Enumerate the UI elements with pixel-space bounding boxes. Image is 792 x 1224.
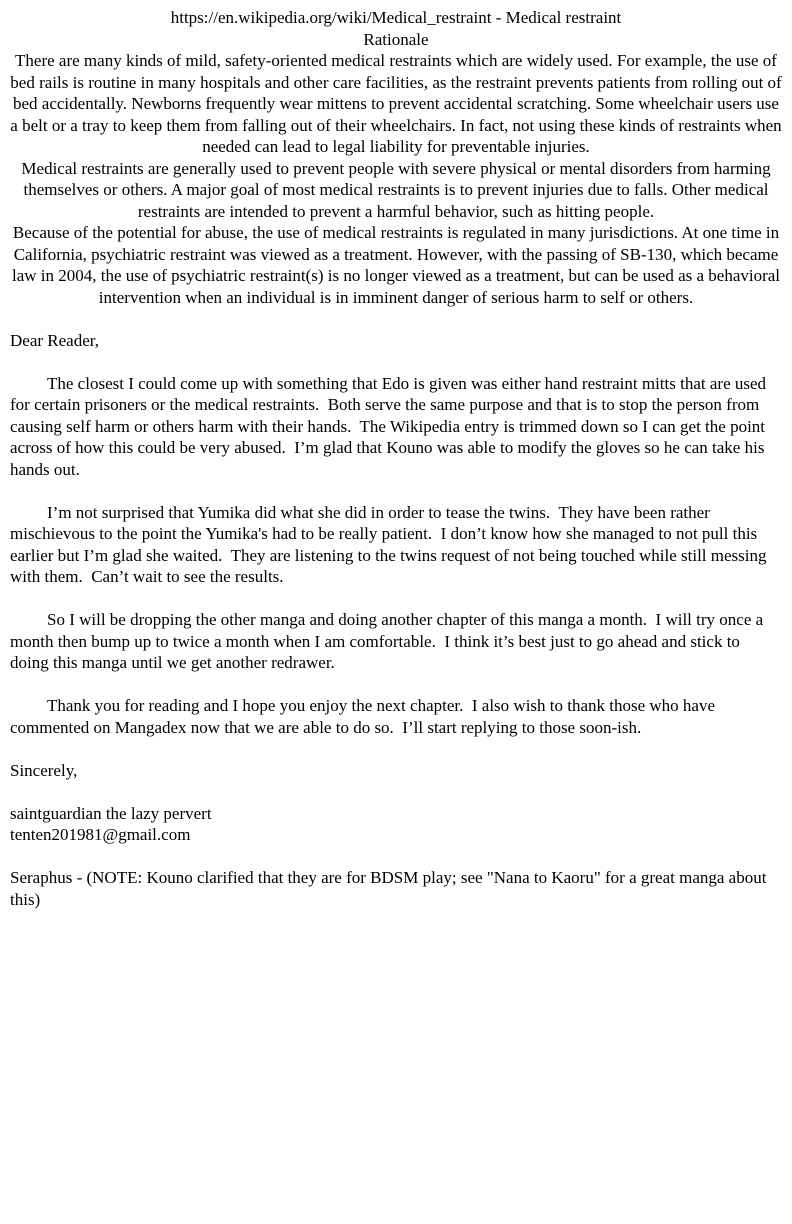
letter-paragraph: I’m not surprised that Yumika did what she did in order to tease the twins. They have been rather mischievous to the point the Yumika's had to be really patient. I don’t know how she managed to not pull this earlier but I’m glad she waited. They are listening to the twins request of not being touched while still messing with them. Can’t wait to see the results. [10, 502, 771, 586]
letter-note: Seraphus - (NOTE: Kouno clarified that they are for BDSM play; see "Nana to Kaoru" for a great manga about this) [10, 868, 771, 909]
letter-paragraph: Thank you for reading and I hope you enjoy the next chapter. I also wish to thank those who have commented on Mangadex now that we are able to do so. I’ll start replying to those soon-ish. [10, 696, 720, 737]
excerpt-paragraph: There are many kinds of mild, safety-oriented medical restraints which are widely used. For example, the use of bed rails is routine in many hospitals and other care facilities, as the restraint prevents patients from rolling out of bed accidentally. Newborns frequently wear mittens to prevent accidental scratching. Some wheelchair users use a belt or a tray to keep them from falling out of their wheelchairs. In fact, not using these kinds of restraints when needed can lead to legal liability for preventable injuries. [10, 51, 786, 156]
wikipedia-excerpt-section [10, 7, 786, 308]
section-title: Rationale [363, 29, 429, 49]
letter-paragraph: The closest I could come up with something that Edo is given was either hand restraint mitts that are used for certain prisoners or the medical restraints. Both serve the same purpose and that is to stop the person from causing self harm or others harm with their hands. The Wikipedia entry is trimmed down so I can get the point across of how this could be very abused. I’m glad that Kouno was able to modify the gloves so he can take his hands out. [10, 373, 771, 479]
signature-email: tenten201981@gmail.com [10, 825, 191, 844]
source-url-line: https://en.wikipedia.org/wiki/Medical_restraint - Medical restraint [170, 8, 622, 27]
excerpt-paragraph: Medical restraints are generally used to prevent people with severe physical or mental disorders from harming themselves or others. A major goal of most medical restraints is to prevent injuries due to falls. Other medical restraints are intended to prevent a harmful behavior, such as hitting people. [21, 158, 775, 221]
letter-salutation: Dear Reader, [10, 330, 99, 350]
signature-name: saintguardian the lazy pervert [10, 803, 212, 823]
excerpt-paragraph: Because of the potential for abuse, the use of medical restraints is regulated in many jurisdictions. At one time in California, psychiatric restraint was viewed as a treatment. However, with the passing of SB-130, which became law in 2004, the use of psychiatric restraint(s) is no longer viewed as a treatment, but can be used as a behavioral intervention when an individual is in imminent danger of serious harm to self or others. [11, 223, 785, 307]
letter-paragraph: So I will be dropping the other manga and doing another chapter of this manga a month. I will try once a month then bump up to twice a month when I am comfortable. I think it’s best just to go ahead and stick to doing this manga until we get another redrawer. [10, 610, 768, 672]
letter-closing: Sincerely, [10, 760, 78, 780]
signature-block [10, 803, 782, 846]
letter-section [10, 330, 782, 911]
